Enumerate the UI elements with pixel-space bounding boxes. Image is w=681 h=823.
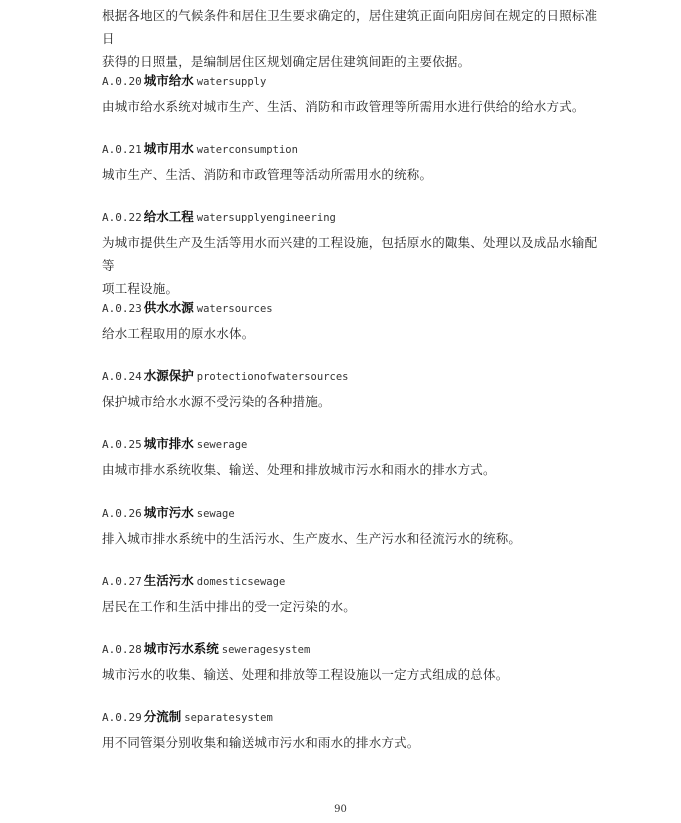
page-number: 90 — [334, 804, 347, 815]
term-entry-a-0-26 — [102, 504, 602, 550]
term-entry-a-0-22 — [102, 208, 602, 300]
term-code: A.0.21 — [102, 143, 142, 156]
term-chinese: 城市给水 — [143, 73, 194, 88]
term-heading — [102, 435, 602, 454]
term-code: A.0.26 — [102, 507, 142, 520]
term-english: watersupply — [196, 76, 267, 88]
term-definition: 城市污水的收集、输送、处理和排放等工程设施以一定方式组成的总体。 — [102, 667, 509, 682]
term-entry-a-0-25 — [102, 435, 602, 481]
term-heading — [102, 504, 602, 523]
term-code: A.0.22 — [102, 211, 142, 224]
term-entry-a-0-24 — [102, 367, 602, 413]
term-definition-line: 项工程设施。 — [102, 281, 179, 296]
term-entry-a-0-20 — [102, 72, 602, 118]
term-code: A.0.23 — [102, 302, 142, 315]
term-chinese: 城市污水系统 — [143, 641, 219, 656]
term-heading — [102, 299, 602, 318]
term-definition: 排入城市排水系统中的生活污水、生产废水、生产污水和径流污水的统称。 — [102, 531, 522, 546]
term-english: waterconsumption — [196, 144, 298, 156]
term-heading — [102, 208, 602, 227]
term-heading — [102, 367, 602, 386]
term-definition: 用不同管渠分别收集和输送城市污水和雨水的排水方式。 — [102, 735, 420, 750]
term-entry-a-0-27 — [102, 572, 602, 618]
term-english: seweragesystem — [221, 644, 311, 656]
intro-line: 获得的日照量，是编制居住区规划确定居住建筑间距的主要依据。 — [102, 54, 471, 69]
term-definition: 由城市排水系统收集、输送、处理和排放城市污水和雨水的排水方式。 — [102, 462, 496, 477]
term-chinese: 供水水源 — [143, 300, 194, 315]
intro-line: 根据各地区的气候条件和居住卫生要求确定的，居住建筑正面向阳房间在规定的日照标准日 — [102, 8, 598, 46]
term-chinese: 城市污水 — [143, 505, 194, 520]
term-entry-a-0-29 — [102, 708, 602, 754]
term-entry-a-0-21 — [102, 140, 602, 186]
term-definition: 城市生产、生活、消防和市政管理等活动所需用水的统称。 — [102, 167, 433, 182]
intro-paragraph — [102, 4, 602, 73]
term-entry-a-0-28 — [102, 640, 602, 686]
term-english: watersupplyengineering — [196, 212, 336, 224]
term-code: A.0.25 — [102, 438, 142, 451]
term-english: domesticsewage — [196, 576, 286, 588]
term-code: A.0.24 — [102, 370, 142, 383]
term-english: protectionofwatersources — [196, 371, 349, 383]
term-definition: 给水工程取用的原水水体。 — [102, 326, 255, 341]
term-code: A.0.28 — [102, 643, 142, 656]
term-code: A.0.20 — [102, 75, 142, 88]
term-code: A.0.27 — [102, 575, 142, 588]
term-english: watersources — [196, 303, 273, 315]
term-code: A.0.29 — [102, 711, 142, 724]
term-heading — [102, 640, 602, 659]
term-heading — [102, 140, 602, 159]
term-heading — [102, 708, 602, 727]
term-english: sewage — [196, 508, 235, 520]
term-definition-line: 为城市提供生产及生活等用水而兴建的工程设施，包括原水的陬集、处理以及成品水输配等 — [102, 235, 598, 273]
term-chinese: 生活污水 — [143, 573, 194, 588]
term-definition: 居民在工作和生活中排出的受一定污染的水。 — [102, 599, 357, 614]
term-chinese: 分流制 — [143, 709, 182, 724]
term-entry-a-0-23 — [102, 299, 602, 345]
term-chinese: 水源保护 — [143, 368, 194, 383]
term-definition: 保护城市给水水源不受污染的各种措施。 — [102, 394, 331, 409]
term-english: sewerage — [196, 439, 248, 451]
term-heading — [102, 72, 602, 91]
term-chinese: 城市用水 — [143, 141, 194, 156]
term-english: separatesystem — [184, 712, 273, 724]
term-definition: 由城市给水系统对城市生产、生活、消防和市政管理等所需用水进行供给的给水方式。 — [102, 99, 585, 114]
term-chinese: 给水工程 — [143, 209, 194, 224]
term-heading — [102, 572, 602, 591]
term-chinese: 城市排水 — [143, 436, 194, 451]
